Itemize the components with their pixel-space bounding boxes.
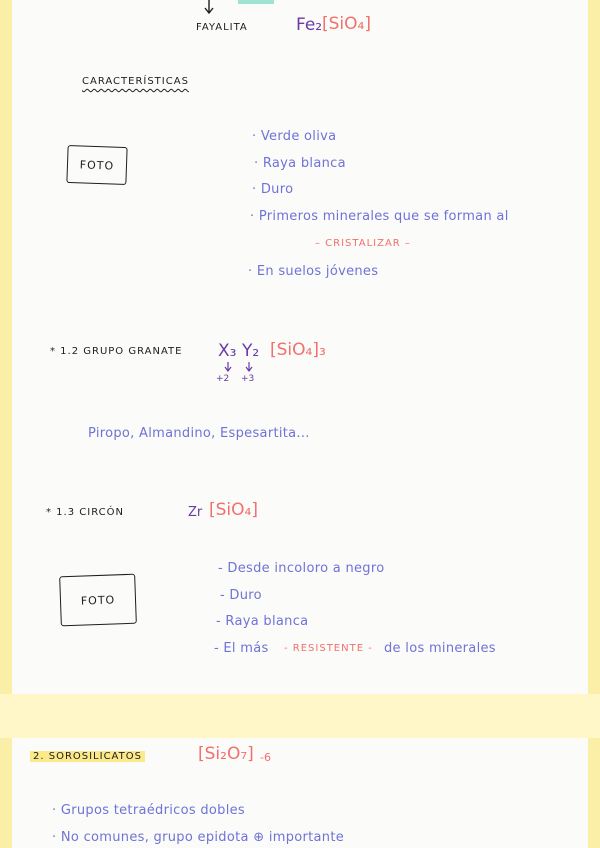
resistente-label: - RESISTENTE - <box>284 643 373 654</box>
cristalizar-label: – CRISTALIZAR – <box>315 238 411 249</box>
circon-photo-placeholder <box>59 574 137 627</box>
note-page-1 <box>12 0 588 694</box>
sorosilicatos-formula: [Si₂O₇] <box>198 744 254 764</box>
photo-label: FOTO <box>79 157 115 173</box>
circon-formula-metal: Zr <box>188 505 203 520</box>
charge-x: +2 <box>216 374 230 384</box>
sorosilicatos-item-1: · Grupos tetraédricos dobles <box>52 803 245 818</box>
circon-prop-2: - Duro <box>220 588 262 603</box>
highlight-mark <box>238 0 274 4</box>
charge-arrows-icon <box>222 362 262 374</box>
sorosilicatos-charge: -6 <box>260 751 271 764</box>
caracteristicas-heading: CARACTERÍSTICAS <box>82 76 189 87</box>
photo-placeholder <box>66 145 127 185</box>
olivine-prop-4: · Primeros minerales que se forman al <box>250 209 509 224</box>
granate-formula-x: X₃ <box>218 341 237 361</box>
sorosilicatos-item-2: · No comunes, grupo epidota ⊕ importante <box>52 830 345 845</box>
olivine-prop-2: · Raya blanca <box>254 156 346 171</box>
circon-formula-anion: [SiO₄] <box>209 500 258 520</box>
olivine-prop-5: · En suelos jóvenes <box>248 264 379 279</box>
circon-prop-1: - Desde incoloro a negro <box>218 561 385 576</box>
note-page-2 <box>12 738 588 848</box>
fayalita-label: FAYALITA <box>196 22 248 33</box>
sorosilicatos-heading: 2. SOROSILICATOS <box>30 751 145 762</box>
granate-formula-y: Y₂ <box>242 341 260 361</box>
fayalita-formula-metal: Fe₂ <box>296 15 323 35</box>
circon-prop-4-prefix: - El más <box>214 641 269 656</box>
arrow-down-icon <box>202 0 216 16</box>
circon-prop-3: - Raya blanca <box>216 614 309 629</box>
circon-prop-4-suffix: de los minerales <box>384 641 496 656</box>
circon-photo-label: FOTO <box>80 592 116 608</box>
circon-heading: * 1.3 CIRCÓN <box>46 507 124 518</box>
fayalita-formula-anion: [SiO₄] <box>322 14 371 34</box>
granate-formula-anion: [SiO₄]₃ <box>270 340 326 360</box>
olivine-prop-3: · Duro <box>252 182 294 197</box>
page-gap <box>0 694 600 738</box>
olivine-prop-1: · Verde oliva <box>252 129 337 144</box>
charge-y: +3 <box>241 374 255 384</box>
granate-heading: * 1.2 GRUPO GRANATE <box>50 346 183 357</box>
granate-examples: Piropo, Almandino, Espesartita... <box>88 426 310 441</box>
